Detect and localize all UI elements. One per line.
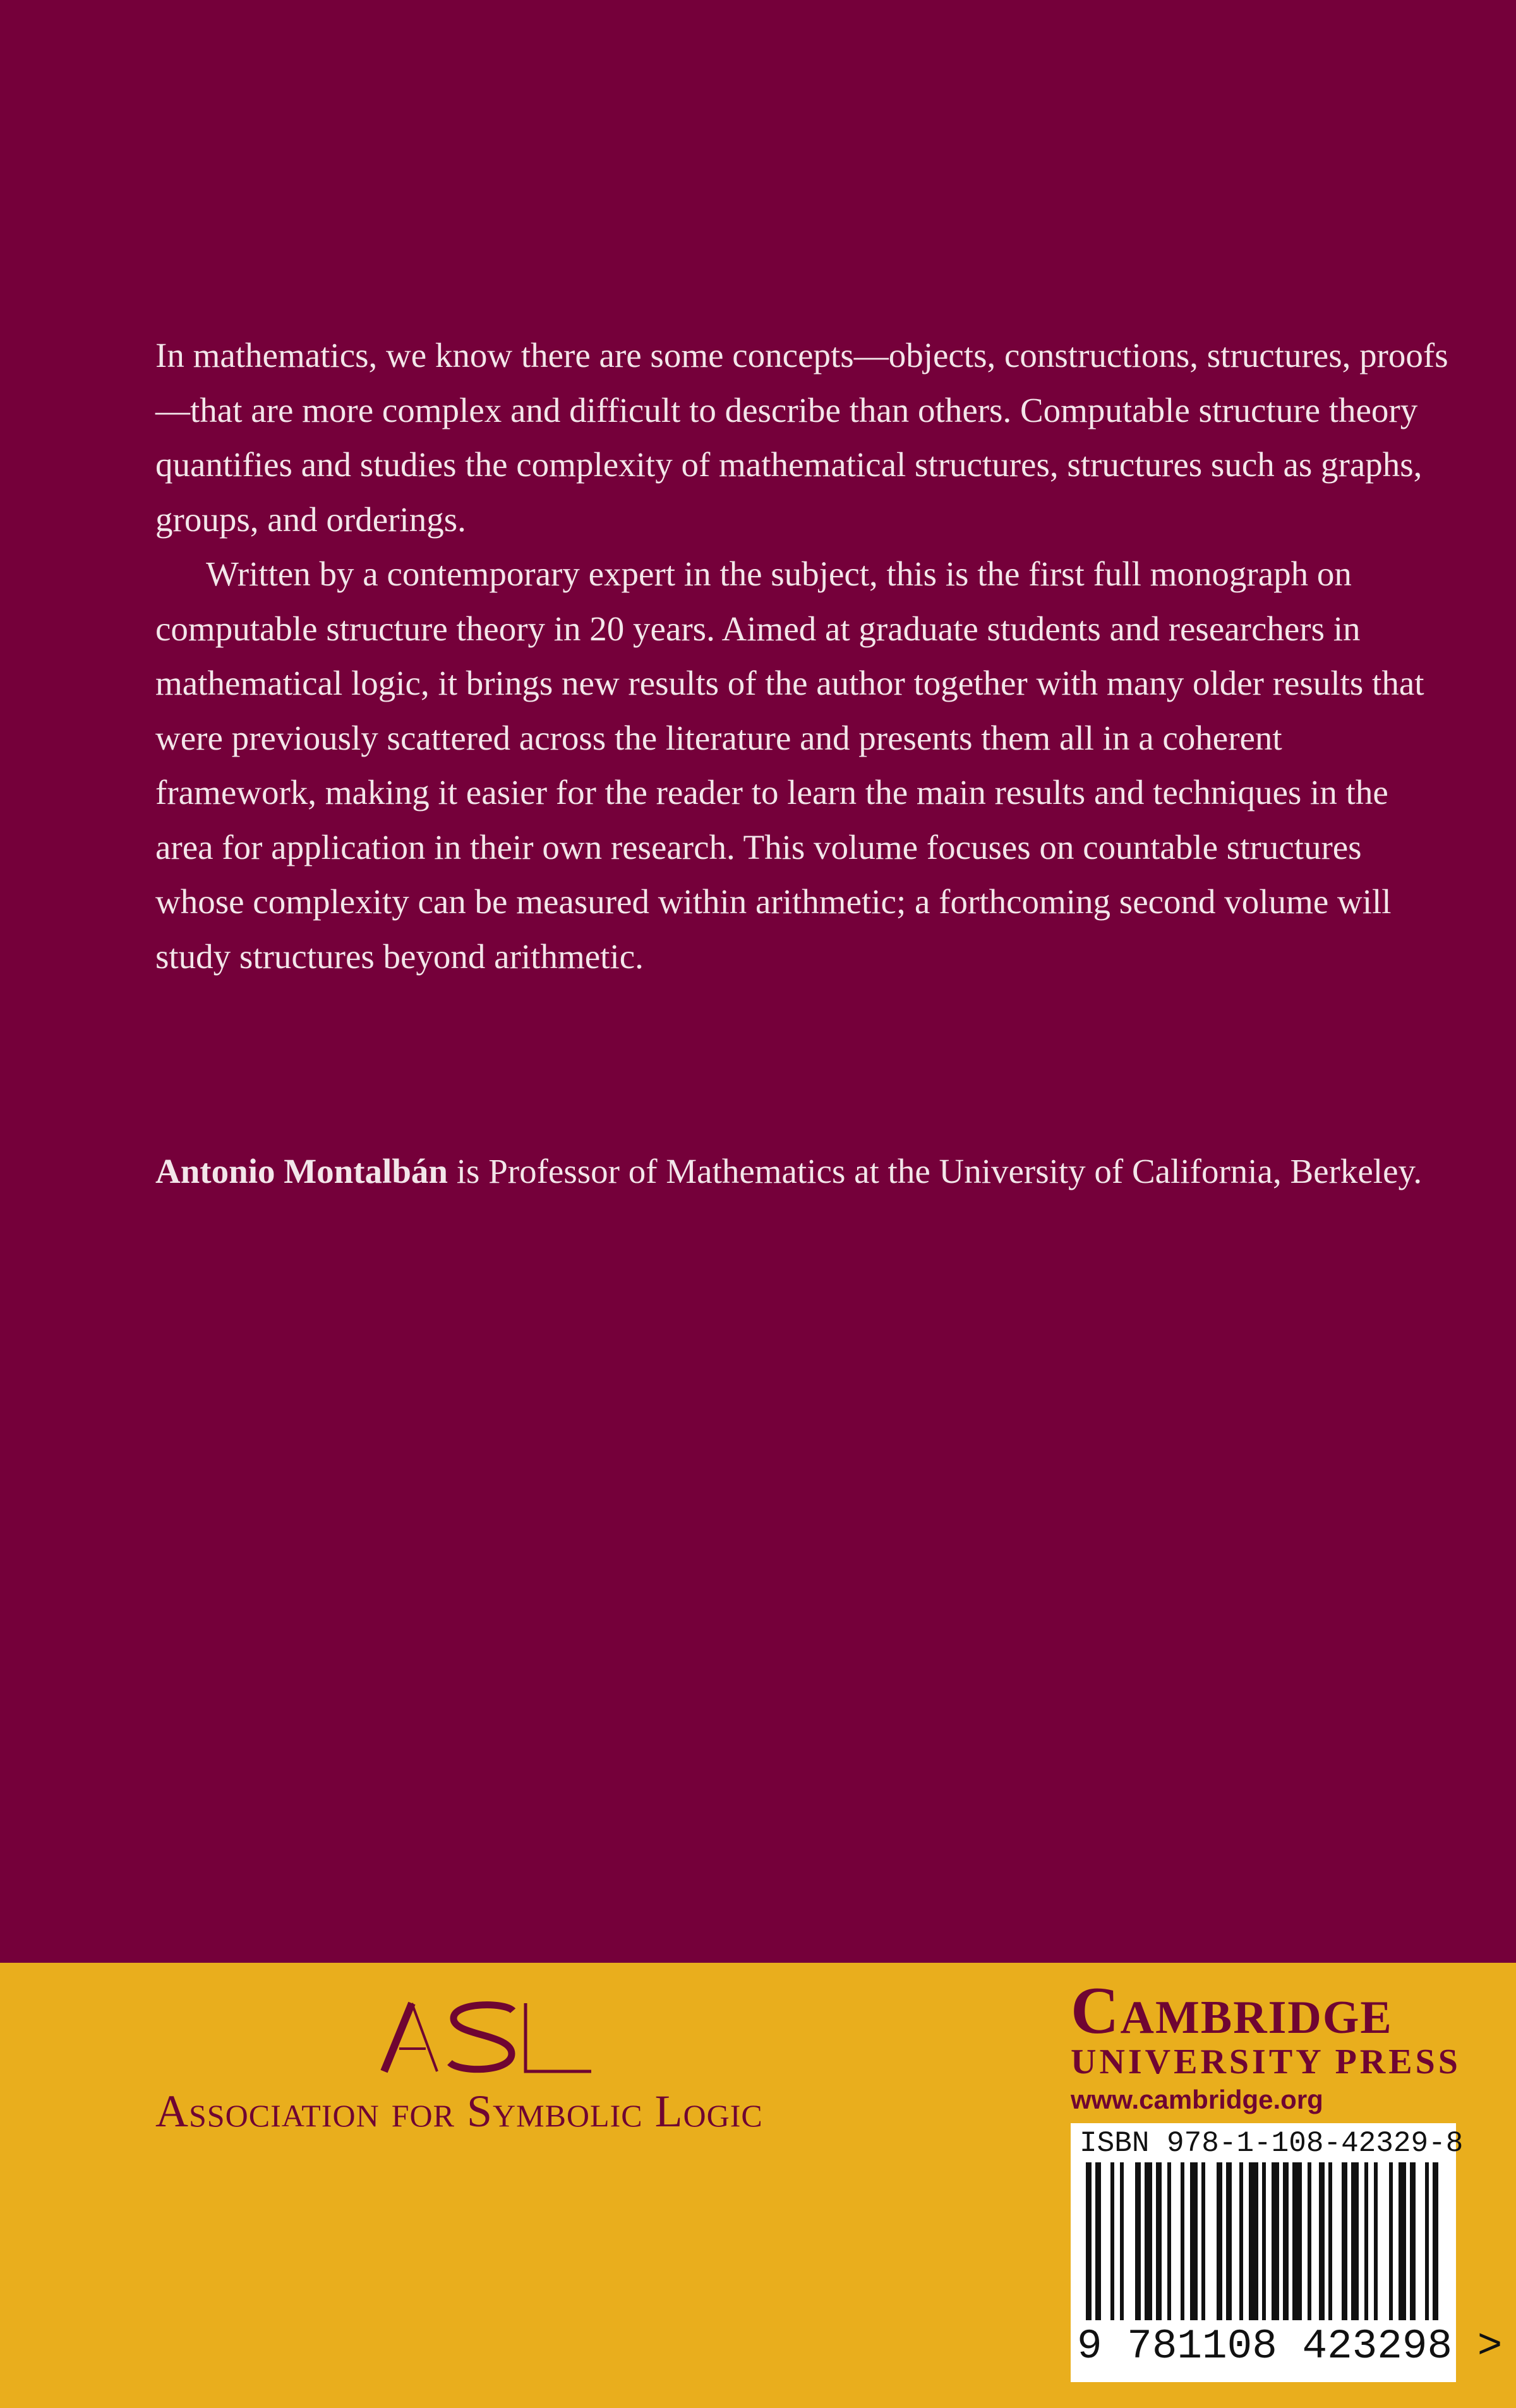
barcode-bar xyxy=(1308,2162,1311,2320)
publisher-website: www.cambridge.org xyxy=(1071,2085,1323,2114)
barcode-bar xyxy=(1217,2162,1222,2320)
barcode-bar xyxy=(1110,2162,1114,2320)
barcode-bar xyxy=(1120,2162,1124,2320)
barcode-bar xyxy=(1283,2162,1289,2320)
barcode-bar xyxy=(1389,2162,1393,2320)
asl-logo xyxy=(379,1997,594,2079)
asl-name: Association for Symbolic Logic xyxy=(155,2086,763,2136)
barcode-bar xyxy=(1201,2162,1205,2320)
author-name: Antonio Montalbán xyxy=(155,1152,448,1190)
barcode-bar xyxy=(1249,2162,1258,2320)
barcode-bar xyxy=(1145,2162,1152,2320)
barcode-bar xyxy=(1351,2162,1359,2320)
barcode-bar xyxy=(1328,2162,1332,2320)
author-bio-text: is Professor of Mathematics at the University of California, Berkeley. xyxy=(448,1152,1423,1190)
barcode-bar xyxy=(1319,2162,1325,2320)
barcode-bar xyxy=(1272,2162,1279,2320)
barcode-bar xyxy=(1410,2162,1416,2320)
barcode-bar xyxy=(1399,2162,1406,2320)
isbn-barcode xyxy=(1071,2123,1503,2382)
barcode-bar xyxy=(1135,2162,1141,2320)
blurb-paragraph-1: In mathematics, we know there are some concepts—objects, constructions, structures, proofs—that are more complex and difficult to describe than others. Computable structure theory quantifies and studies the complexity of mathematical structures, structures such as graphs, groups, and orderings. xyxy=(155,336,1448,539)
barcode-bar xyxy=(1342,2162,1347,2320)
barcode-bar xyxy=(1156,2162,1162,2320)
barcode-bar xyxy=(1190,2162,1198,2320)
ean-digits: 9 781108 423298 > xyxy=(1077,2323,1503,2370)
blurb-text xyxy=(155,328,1450,984)
barcode-bars xyxy=(1071,2162,1456,2320)
barcode-bar xyxy=(1167,2162,1171,2320)
barcode-bar xyxy=(1262,2162,1266,2320)
barcode-bar xyxy=(1433,2162,1438,2320)
barcode-bar xyxy=(1086,2162,1092,2320)
barcode-bar xyxy=(1425,2162,1429,2320)
publisher-name: Cambridge xyxy=(1071,1974,1393,2047)
publisher-block xyxy=(1071,1974,1461,2118)
barcode-bar xyxy=(1292,2162,1302,2320)
barcode-bar xyxy=(1239,2162,1243,2320)
publisher-press: UNIVERSITY PRESS xyxy=(1071,2042,1461,2082)
barcode-bar xyxy=(1181,2162,1184,2320)
barcode-bar xyxy=(1226,2162,1232,2320)
barcode-bar xyxy=(1374,2162,1378,2320)
author-bio xyxy=(155,1144,1450,1199)
isbn-label: ISBN 978-1-108-42329-8 xyxy=(1080,2127,1464,2160)
barcode-bar xyxy=(1095,2162,1101,2320)
blurb-paragraph-2: Written by a contemporary expert in the subject, this is the first full monograph on computable structure theory in 20 years. Aimed at graduate students and researchers in mathematical logic, it brings new results of the author together with many older results that were previously scattered across the literature and presents them all in a coherent framework, making it easier for the reader to learn the main results and techniques in the area for application in their own research. This volume focuses on countable structures whose complexity can be measured within arithmetic; a forthcoming second volume will study structures beyond arithmetic. xyxy=(155,554,1424,976)
barcode-bar xyxy=(1364,2162,1368,2320)
